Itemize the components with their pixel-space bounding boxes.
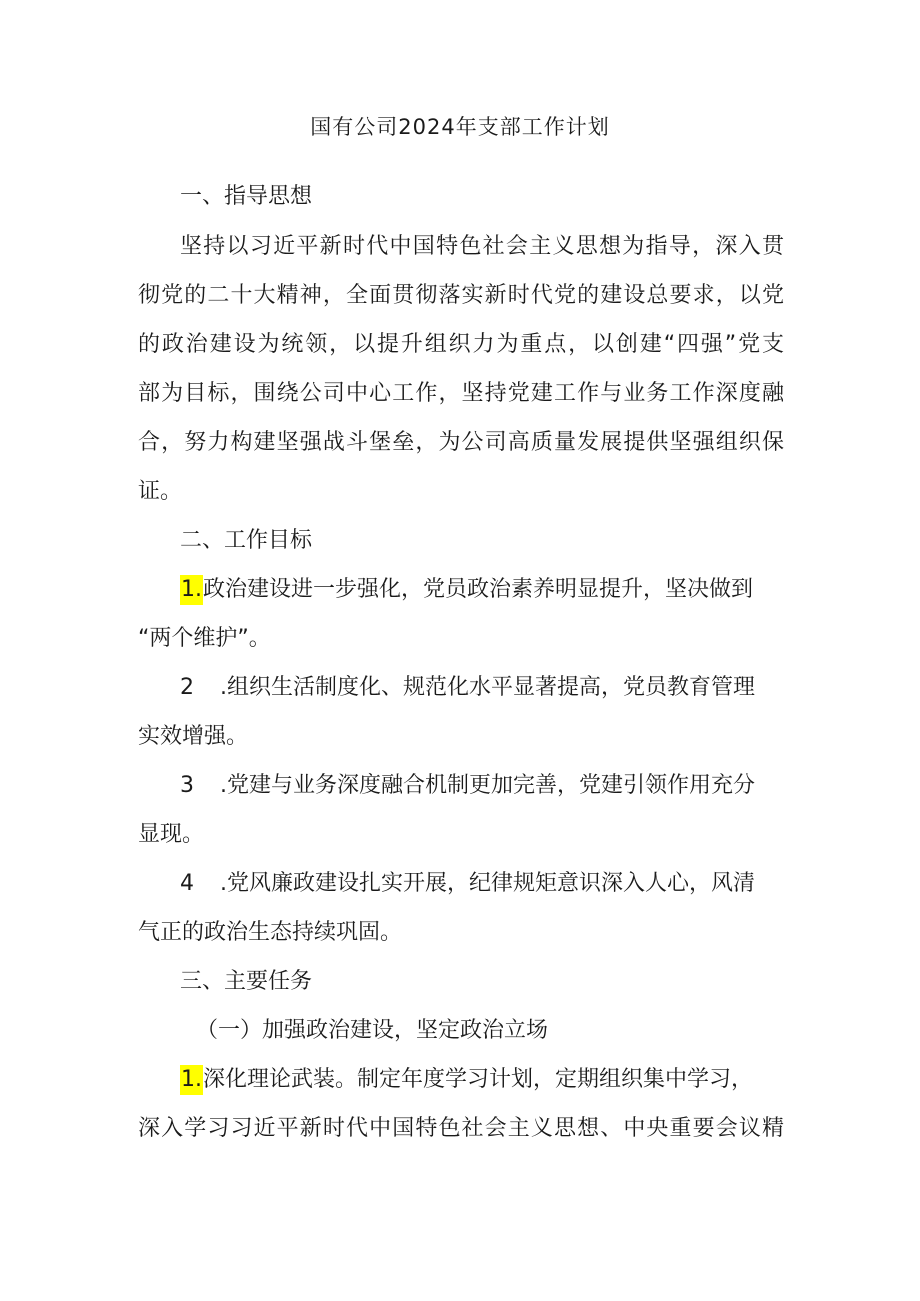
goal-item-4: [180, 869, 784, 899]
goal-item-continuation: “两个维护”。: [138, 626, 271, 651]
paragraph-line: 部为目标，围绕公司中心工作，坚持党建工作与业务工作深度融: [138, 381, 784, 406]
paragraph-line: 证。: [138, 479, 183, 504]
paragraph-line: 坚持以习近平新时代中国特色社会主义思想为指导，深入贯: [180, 234, 784, 259]
goal-item-2: [180, 673, 784, 703]
paragraph-line: 的政治建设为统领，以提升组织力为重点，以创建“四强”党支: [138, 332, 785, 357]
item-number: 4: [180, 871, 194, 896]
subsection-heading: （一）加强政治建设，坚定政治立场: [196, 1018, 549, 1043]
goal-item-1: [180, 575, 784, 605]
highlighted-item-number: 1.: [180, 575, 203, 605]
task-item-text: 深化理论武装。制定年度学习计划，定期组织集中学习，: [203, 1067, 754, 1092]
goal-item-text: .党建与业务深度融合机制更加完善，党建引领作用充分: [220, 773, 755, 798]
task-item-continuation: 深入学习习近平新时代中国特色社会主义思想、中央重要会议精: [138, 1116, 784, 1141]
document-title: 国有公司2024年支部工作计划: [310, 115, 610, 139]
goal-item-continuation: 气正的政治生态持续巩固。: [138, 920, 403, 945]
task-item-1: [180, 1065, 784, 1095]
goal-item-text: 政治建设进一步强化，党员政治素养明显提升，坚决做到: [203, 577, 754, 602]
highlighted-item-number: 1.: [180, 1065, 203, 1095]
goal-item-text: .组织生活制度化、规范化水平显著提高，党员教育管理: [220, 675, 755, 700]
goal-item-continuation: 显现。: [138, 822, 205, 847]
goal-item-continuation: 实效增强。: [138, 724, 249, 749]
section-heading-work-goals: 二、工作目标: [180, 528, 313, 553]
section-heading-main-tasks: 三、主要任务: [180, 969, 313, 994]
goal-item-text: .党风廉政建设扎实开展，纪律规矩意识深入人心，风清: [220, 871, 755, 896]
paragraph-line: 合，努力构建坚强战斗堡垒，为公司高质量发展提供坚强组织保: [138, 430, 784, 455]
paragraph-line: 彻党的二十大精神，全面贯彻落实新时代党的建设总要求，以党: [138, 283, 784, 308]
item-number: 3: [180, 773, 194, 798]
item-number: 2: [180, 675, 194, 700]
goal-item-3: [180, 771, 784, 801]
section-heading-guiding-ideology: 一、指导思想: [180, 184, 313, 209]
